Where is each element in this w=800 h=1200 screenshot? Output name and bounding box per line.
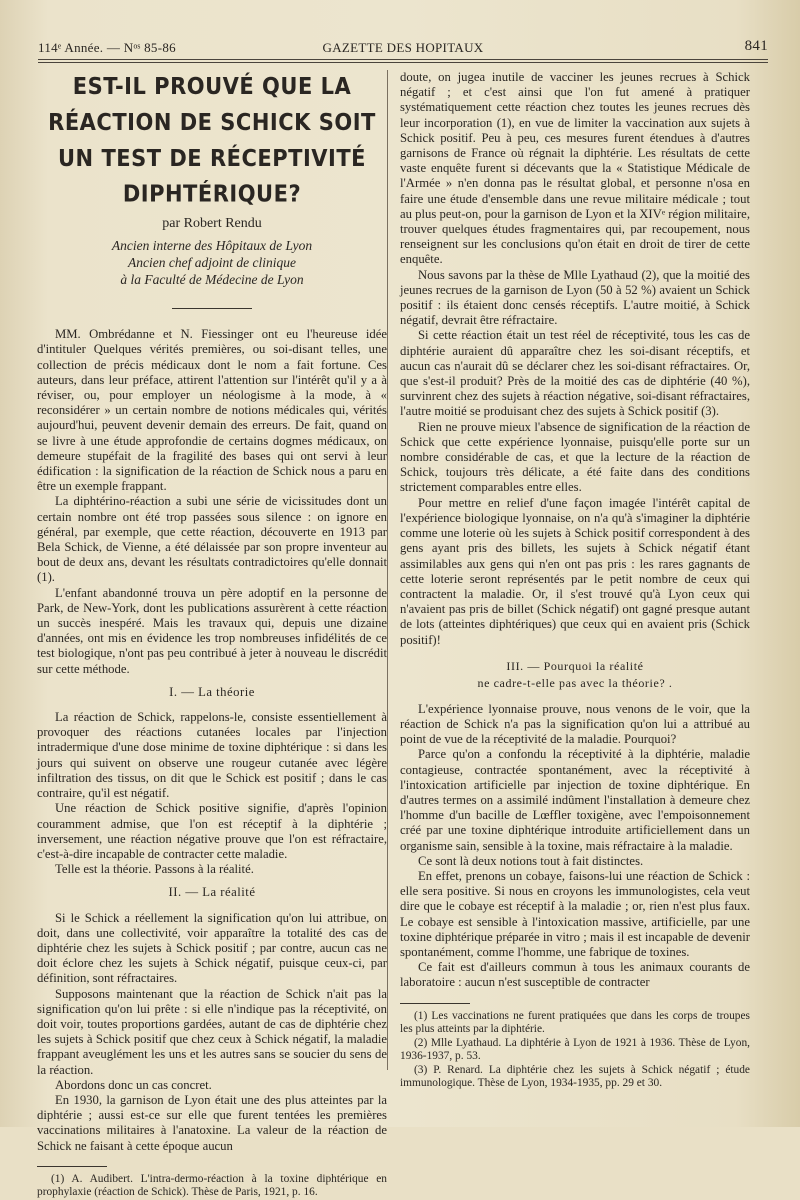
paragraph: En effet, prenons un cobaye, faisons-lui une réaction de Schick : elle sera positive. Si nous en croyons les immunologistes, cela veut dire que le cobaye est réceptif à la maladie ; or, rien n'est plus faux. Le cobaye est sensible à l'intoxication massive, artificielle, par une toxine diphtérique préparée in vitro ; mais il est incapable de devenir spontanément, comme l'homme, une fabrique de toxines. [400,868,750,959]
author-affiliation-3: à la Faculté de Médecine de Lyon [120,272,304,288]
author-affiliation-1: Ancien interne des Hôpitaux de Lyon [111,238,313,254]
footnote: (2) Mlle Lyathaud. La diphtérie à Lyon de 1921 à 1936. Thèse de Lyon, 1936-1937, p. 53. [400,1036,750,1063]
paragraph: Nous savons par la thèse de Mlle Lyathaud (2), que la moitié des jeunes recrues de la garnison de Lyon (50 à 52 %) avaient un Schick positif : ils étaient donc censés réceptifs. L'autre moitié, à Schick négatif, devrait être réfractaire. [400,267,750,328]
article-title: EST-IL PROUVÉ QUE LA RÉACTION DE SCHICK SOIT UN TEST DE RÉCEPTIVITÉ DIPHTÉRIQUE? [48,72,376,208]
paragraph: L'enfant abandonné trouva un père adoptif en la personne de Park, de New-York, dont les publications assurèrent à cette réaction un succès inespéré. Mais les travaux qui, depuis une dizaine d'années, ont mis en évidence les trop nombreuses infidélités de ce test biologique, n'ont pas peu contribué à jeter à nouveau le discrédit sur cette méthode. [37,585,387,676]
section-heading [400,658,750,692]
paragraph: Une réaction de Schick positive signifie, d'après l'opinion couramment admise, que l'on est réceptif à la diphtérie ; inversement, une réaction négative prouve que l'on est réfractaire, c'est-à-dire incapable de contracter cette maladie. [37,801,387,861]
footnote-rule [400,1003,470,1004]
footnote: (1) A. Audibert. L'intra-dermo-réaction à la toxine diphtérique en prophylaxie (réaction de Schick). Thèse de Paris, 1921, p. 16. [37,1172,387,1199]
section-heading: I. — La théorie [169,684,255,699]
paragraph: Rien ne prouve mieux l'absence de signification de la réaction de Schick que cette expérience lyonnaise, puisqu'elle porte sur un nombre considérable de cas, et que la lecture de la réaction de Schick, toujours très délicate, a été faite dans des conditions strictement comparables entre elles. [400,419,750,495]
paragraph: Ce sont là deux notions tout à fait distinctes. [418,853,644,868]
author-byline: par Robert Rendu [162,216,262,231]
author-affiliation-2: Ancien chef adjoint de clinique [128,255,296,271]
paragraph: L'expérience lyonnaise prouve, nous venons de le voir, que la réaction de Schick n'a pas la signification qu'on lui a attribué au point de vue de la réceptivité de la maladie. Pourquoi? [400,701,750,747]
column-divider [387,70,388,1070]
paragraph: Abordons donc un cas concret. [55,1077,212,1092]
paragraph: La diphtérino-réaction a subi une série de vicissitudes dont un certain nombre ont été trop passées sous silence : on ignore en général, par exemple, que cette réaction, découverte en 1913 par Bela Schick, de Vienne, a été délaissée par son propre inventeur au bout de deux ans, devant les résultats contradictoires qu'elle donnait (1). [37,494,387,585]
left-column [37,70,387,1200]
paragraph: Si le Schick a réellement la signification qu'on lui attribue, on doit, dans une collectivité, voir apparaître la totalité des cas de diphtérie chez les sujets à Schick positif ; par contre, aucun cas ne doit éclore chez les sujets à Schick négatif, puisque ceux-ci, par définition, sont réfractaires. [37,910,387,986]
section-heading-line: ne cadre-t-elle pas avec la théorie? . [477,675,673,690]
section-heading-line: III. — Pourquoi la réalité [506,658,644,673]
right-column [400,70,750,1091]
footnote-rule [37,1166,107,1167]
paragraph: En 1930, la garnison de Lyon était une des plus atteintes par la diphtérie ; aussi est-ce sur elle que furent tentées les premières vaccinations militaires à l'anatoxine. La valeur de la réaction de Schick ne faisant à cette époque aucun [37,1092,387,1153]
paragraph: Pour mettre en relief d'une façon imagée l'intérêt capital de l'expérience biologique lyonnaise, on n'a qu'à s'imaginer la diphtérie comme une loterie où les sujets à Schick positif correspondent à des gens ayant pris des billets, les sujets à Schick négatif étant assimilables aux gens qui n'en ont pas pris : les rares gagnants de cette loterie seront représentés par le petit nombre de ceux qui contractent la maladie. Or, il s'est trouvé qu'à Lyon ceux qui n'avaient pas pris de billet (Schick négatif) ont gagné presque autant de lots (atteintes diphtériques) que ceux qui en avaient pris (Schick positif)! [400,495,750,647]
footnote: (1) Les vaccinations ne furent pratiquées que dans les corps de troupes les plus atteints par la diphtérie. [400,1009,750,1036]
paragraph: MM. Ombrédanne et N. Fiessinger ont eu l'heureuse idée d'intituler Quelques vérités premières, ou soi-disant telles, une collection de précis médicaux dont le nom a fait fortune. Ces auteurs, dans leur préface, attirent l'attention sur l'intérêt qu'il y a à réviser, ou, pour employer un néologisme à la mode, à « reconsidérer » un certain nombre de notions médicales qui, vérités aujourd'hui, peuvent devenir demain des erreurs. De fait, quand on se livre à une étude approfondie de certains dogmes médicaux, on demeure stupéfait de la fragilité des bases qui ont servi à leur édification : la signification de la réaction de Schick nous a paru en être un exemple frappant. [37,327,387,494]
running-header [38,40,768,60]
paragraph: Telle est la théorie. Passons à la réalité. [55,862,254,877]
paragraph: Parce qu'on a confondu la réceptivité à la diphtérie, maladie contagieuse, contractée spontanément, avec la réceptivité à l'intoxication artificielle par injection de toxine diphtérique. En d'autres termes on a assimilé indûment l'installation à demeure chez l'homme d'un bacille de Lœffler toxigène, avec l'empoisonnement créé par une toxine diphtérique introduite artificiellement dans un organisme sain, sensible à la toxine, mais réfractaire à la maladie. [400,747,750,853]
journal-name: GAZETTE DES HOPITAUX [322,40,484,55]
header-rule-double [38,62,768,63]
page-number: 841 [744,38,768,54]
paragraph: La réaction de Schick, rappelons-le, consiste essentiellement à provoquer des réactions cutanées locales par l'injection intradermique d'une dose minime de toxine diphtérique : si dans les jours qui suivent on observe une rougeur cutanée avec légère infiltration des tissus, on dit que le Schick est positif ; dans le cas contraire, qu'il est négatif. [37,710,387,801]
header-rule [38,59,768,60]
paragraph: Supposons maintenant que la réaction de Schick n'ait pas la signification qu'on lui prête : si elle n'indique pas la réceptivité, on doit voir, toutes proportions gardées, autant de cas de diphtérie chez les sujets à Schick positif que chez ceux à Schick négatif, la maladie frappant aveuglément les uns et les autres sans se soucier du sens de la réaction. [37,986,387,1077]
issue-number: 114ᵉ Année. — Nᵒˢ 85-86 [38,40,176,55]
footnote: (3) P. Renard. La diphtérie chez les sujets à Schick négatif ; étude immunologique. Thèse de Lyon, 1934-1935, pp. 29 et 30. [400,1063,750,1090]
title-divider [172,308,252,309]
paragraph: doute, on jugea inutile de vacciner les jeunes recrues à Schick négatif ; et c'est ainsi que l'on fut amené à pratiquer systématiquement cette réaction chez toutes les jeunes recrues dès leur incorporation (1), en vue de limiter la vaccination aux sujets à Schick positif. Peu à peu, ces mesures furent étendues à d'autres garnisons de France où régnait la diphtérie. Les résultats de cette vaste enquête furent si décevants que la « Statistique Médicale de l'Armée » n'en donna pas le résultat global, et personne n'osa en faire une étude d'ensemble dans une revue militaire médicale ; tout au plus peut-on, pour la garnison de Lyon et la XIVᵉ région militaire, trouver quelques études fragmentaires qui, par recoupement, nous renseignent sur les conclusions qu'on était en droit de tirer de cette enquête. [400,70,750,267]
paragraph: Si cette réaction était un test réel de réceptivité, tous les cas de diphtérie auraient dû apparaître chez les soi-disant réceptifs, et aucun cas n'aurait dû se déclarer chez les soi-disant réfractaires. Or, que s'est-il produit? Près de la moitié des cas de diphtérie (40 %), survinrent chez des sujets à réaction négative, soi-disant réfractaires, l'autre moitié se produisant chez des sujets à Schick positif (3). [400,328,750,419]
paragraph: Ce fait est d'ailleurs commun à tous les animaux courants de laboratoire : aucun n'est susceptible de contracter [400,960,750,990]
section-heading: II. — La réalité [168,885,256,900]
